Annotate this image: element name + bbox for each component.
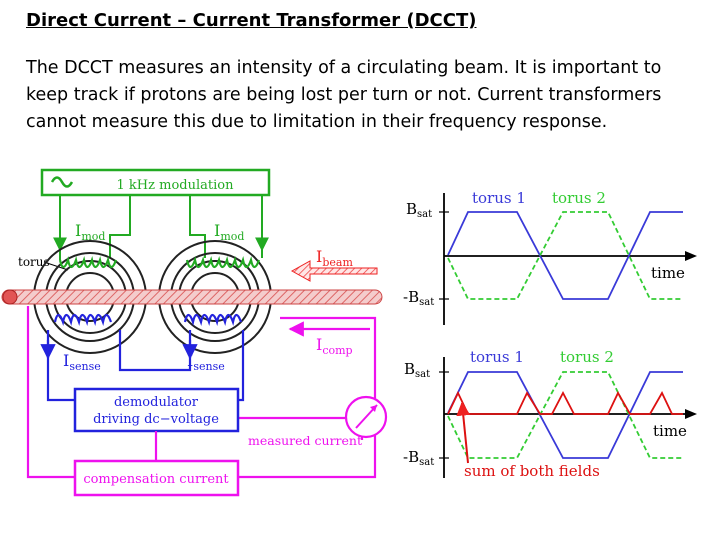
plot-bottom-torus2-label: torus 2 (560, 348, 614, 366)
demodulator-label: demodulator (113, 395, 199, 410)
isense-left-label: $I_{sense}$ (63, 351, 101, 373)
plot-bottom-torus2-curve (448, 372, 683, 458)
plot-top-torus2-label: torus 2 (552, 189, 606, 207)
ibeam-label: $I_{beam}$ (316, 247, 353, 269)
imod-left-label: $I_{mod}$ (75, 221, 106, 243)
plot-top-bsat-label: $B_{sat}$ (406, 200, 433, 220)
compensation-current-label: compensation current (83, 472, 229, 487)
imod-right-label: $I_{mod}$ (214, 221, 245, 243)
plot-bottom-torus1-label: torus 1 (470, 348, 524, 366)
plot-top-time-label: time (651, 264, 685, 282)
torus-label: torus (18, 255, 50, 269)
plot-top-neg-bsat-label: $-B_{sat}$ (403, 288, 435, 308)
modulation-label: 1 kHz modulation (116, 178, 234, 193)
slide-title: Direct Current – Current Transformer (DCCT) (26, 10, 477, 31)
plot-bottom-sum-curve (448, 393, 683, 414)
plot-bottom (403, 348, 697, 480)
beam-pipe-end (3, 290, 17, 304)
slide-body-text: The DCCT measures an intensity of a circulating beam. It is important to keep track if protons are being lost per turn or not. Current transformers cannot measure this due to limitation in their frequency response. (26, 58, 662, 132)
sine-source-icon (52, 178, 72, 187)
isense-right-label: $I_{sense}$ (187, 351, 225, 373)
beam-pipe (2, 290, 382, 304)
plot-top (403, 189, 697, 325)
dcct-schematic (2, 170, 386, 495)
plot-top-x-arrow (685, 251, 697, 261)
plot-bottom-torus1-curve (448, 372, 683, 458)
sum-of-both-fields-label: sum of both fields (464, 462, 600, 480)
modulation-wiring (60, 195, 262, 260)
measured-current-label: measured current (248, 433, 362, 448)
icomp-label: $I_{comp}$ (316, 335, 353, 357)
plot-bottom-x-arrow (685, 409, 697, 419)
ammeter-icon (346, 397, 386, 437)
demodulator-sublabel: driving dc−voltage (93, 412, 219, 427)
plot-top-torus1-label: torus 1 (472, 189, 526, 207)
plot-bottom-neg-bsat-label: $-B_{sat}$ (403, 448, 435, 468)
plot-bottom-time-label: time (653, 422, 687, 440)
plot-bottom-bsat-label: $B_{sat}$ (404, 360, 431, 380)
